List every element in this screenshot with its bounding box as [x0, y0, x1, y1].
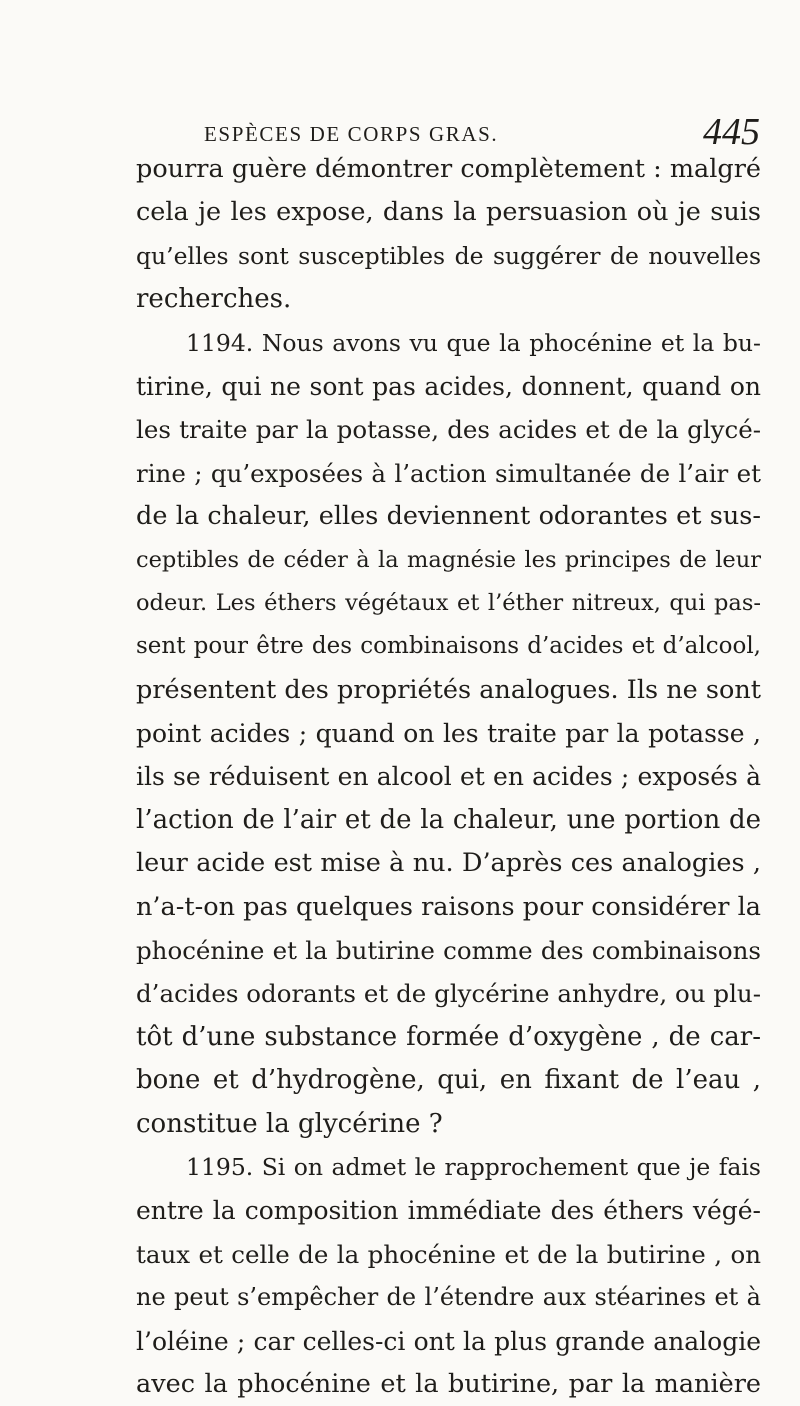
- page-number: 445: [703, 111, 760, 153]
- text-line: sent pour être des combinaisons d’acides et d’alcool,: [136, 633, 761, 660]
- text-line: l’oléine ; car celles-ci ont la plus grande analogie: [136, 1326, 761, 1356]
- text-line: odeur. Les éthers végétaux et l’éther nitreux, qui pas-: [136, 589, 761, 616]
- text-line: ils se réduisent en alcool et en acides ; exposés à: [136, 762, 761, 792]
- text-line: rine ; qu’exposées à l’action simultanée de l’air et: [136, 458, 761, 488]
- text-line: point acides ; quand on les traite par la potasse ,: [136, 719, 761, 749]
- text-line: les traite par la potasse, des acides et de la glycé-: [136, 415, 761, 445]
- text-line: cela je les expose, dans la persuasion où je suis: [136, 197, 761, 228]
- text-line: phocénine et la butirine comme des combinaisons: [136, 936, 761, 966]
- text-line: qu’elles sont susceptibles de suggérer de nouvelles: [136, 241, 761, 270]
- text-line: tôt d’une substance formée d’oxygène , de car-: [136, 1021, 761, 1052]
- text-line: entre la composition immédiate des éthers végé-: [136, 1196, 761, 1226]
- text-line: ne peut s’empêcher de l’étendre aux stéarines et à: [136, 1283, 761, 1312]
- text-line: pourra guère démontrer complètement : malgré: [136, 154, 761, 184]
- text-line: l’action de l’air et de la chaleur, une portion de: [136, 804, 761, 835]
- text-line: d’acides odorants et de glycérine anhydre, ou plu-: [136, 979, 761, 1009]
- text-line: tirine, qui ne sont pas acides, donnent, quand on: [136, 371, 761, 401]
- text-line: ceptibles de céder à la magnésie les principes de leur: [136, 546, 761, 573]
- text-line: de la chaleur, elles deviennent odorantes et sus-: [136, 501, 761, 532]
- text-line: n’a-t-on pas quelques raisons pour considérer la: [136, 891, 761, 922]
- body-text: [136, 148, 761, 1406]
- text-line: avec la phocénine et la butirine, par la manière: [136, 1368, 761, 1399]
- text-line: présentent des propriétés analogues. Ils ne sont: [136, 674, 761, 705]
- text-line: constitue la glycérine ?: [136, 1108, 443, 1139]
- paragraph-1195-start: 1195. Si on admet le rapprochement que je fais: [186, 1152, 761, 1181]
- text-line: taux et celle de la phocénine et de la butirine , on: [136, 1239, 761, 1269]
- text-line: recherches.: [136, 284, 292, 315]
- running-title: ESPÈCES DE CORPS GRAS.: [204, 122, 499, 146]
- text-line: leur acide est mise à nu. D’après ces analogies ,: [136, 848, 761, 879]
- paragraph-1194-start: 1194. Nous avons vu que la phocénine et la bu-: [186, 328, 761, 357]
- text-line: bone et d’hydrogène, qui, en fixant de l’eau ,: [136, 1065, 761, 1096]
